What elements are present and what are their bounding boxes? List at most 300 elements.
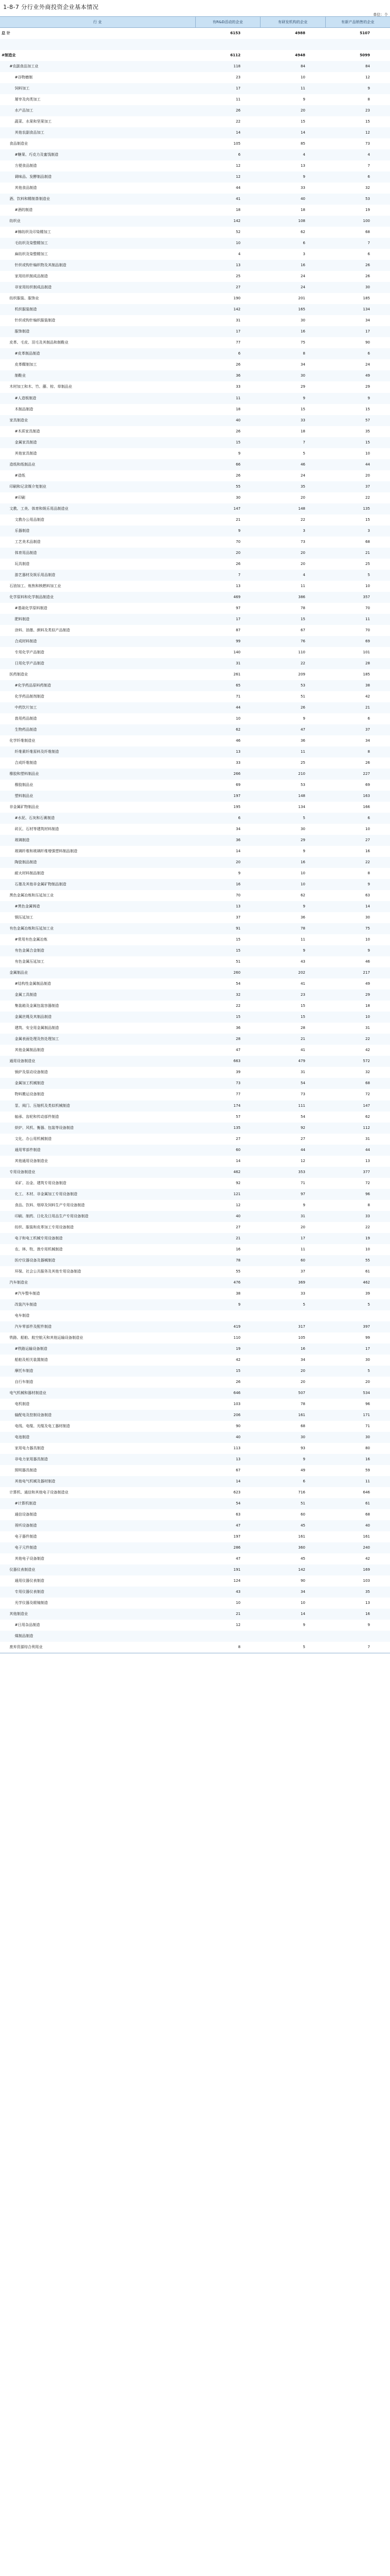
industry-name: 化学纤维制造业 bbox=[9, 738, 35, 743]
rd-institution-count: 4 bbox=[303, 572, 305, 577]
table-row bbox=[0, 603, 390, 614]
rd-activity-count: 20 bbox=[236, 860, 241, 865]
new-product-sales-count: 15 bbox=[365, 119, 370, 124]
new-product-sales-count: 90 bbox=[365, 340, 370, 345]
rd-activity-count: 16 bbox=[236, 1247, 241, 1251]
rd-activity-count: 78 bbox=[236, 1258, 241, 1262]
new-product-sales-count: 8 bbox=[367, 750, 370, 754]
new-product-sales-count: 40 bbox=[365, 1523, 370, 1528]
new-product-sales-count: 15 bbox=[365, 440, 370, 445]
rd-institution-count: 9 bbox=[303, 97, 305, 102]
table-row bbox=[0, 1487, 390, 1498]
new-product-sales-count: 16 bbox=[365, 1457, 370, 1461]
rd-activity-count: 52 bbox=[236, 230, 241, 235]
new-product-sales-count: 217 bbox=[363, 971, 370, 975]
rd-activity-count: 206 bbox=[233, 1412, 241, 1417]
rd-activity-count: 36 bbox=[236, 838, 241, 843]
table-row bbox=[0, 713, 390, 724]
rd-activity-count: 71 bbox=[236, 694, 241, 699]
new-product-sales-count: 11 bbox=[365, 617, 370, 621]
industry-name: 砖瓦、石材等建筑材料制造 bbox=[15, 827, 59, 832]
rd-activity-count: 4 bbox=[238, 252, 241, 257]
rd-activity-count: 65 bbox=[236, 683, 241, 688]
table-row bbox=[0, 1509, 390, 1520]
rd-activity-count: 77 bbox=[236, 340, 241, 345]
industry-name: 黑色金属冶炼和压延加工业 bbox=[9, 893, 54, 898]
new-product-sales-count: 135 bbox=[363, 506, 370, 511]
rd-institution-count: 31 bbox=[301, 1214, 305, 1218]
rd-institution-count: 60 bbox=[301, 1258, 305, 1262]
industry-name: 化学药品制剂制造 bbox=[15, 694, 44, 699]
table-row bbox=[0, 492, 390, 503]
industry-name: 金属加工机械制造 bbox=[15, 1081, 44, 1086]
new-product-sales-count: 6 bbox=[367, 175, 370, 179]
industry-name: 麻纺织及染整精加工 bbox=[15, 252, 48, 257]
industry-name: 电池制造 bbox=[15, 1435, 29, 1439]
rd-activity-count: 261 bbox=[233, 672, 241, 676]
table-row bbox=[0, 780, 390, 791]
new-product-sales-count: 7 bbox=[367, 241, 370, 246]
industry-name: #计算机制造 bbox=[15, 1501, 36, 1506]
industry-name: 塑料制品业 bbox=[15, 794, 33, 799]
industry-name: #糖果、巧克力及蜜饯制造 bbox=[15, 153, 58, 157]
rd-activity-count: 462 bbox=[233, 1169, 241, 1174]
rd-activity-count: 174 bbox=[233, 1103, 241, 1108]
new-product-sales-count: 12 bbox=[365, 130, 370, 135]
new-product-sales-count: 8 bbox=[367, 1203, 370, 1207]
industry-name: 制鞋业 bbox=[15, 373, 26, 378]
rd-activity-count: 62 bbox=[236, 727, 241, 732]
rd-activity-count: 40 bbox=[236, 1435, 241, 1439]
industry-name bbox=[0, 39, 196, 50]
rd-activity-count: 12 bbox=[236, 1623, 241, 1628]
table-row bbox=[0, 1476, 390, 1487]
rd-institution-count: 11 bbox=[301, 86, 305, 91]
industry-name: 其他食品制造 bbox=[15, 186, 37, 190]
rd-institution-count: 33 bbox=[301, 418, 305, 422]
rd-activity-count: 10 bbox=[236, 241, 241, 246]
table-row bbox=[0, 923, 390, 934]
page-title: 1-8-7 分行业外商投资企业基本情况 bbox=[3, 4, 99, 11]
table-row bbox=[0, 978, 390, 989]
rd-institution-count: 71 bbox=[301, 1180, 305, 1185]
table-row bbox=[0, 404, 390, 415]
table-row bbox=[0, 315, 390, 326]
new-product-sales-count: 11 bbox=[365, 1479, 370, 1484]
industry-name: 酒、饮料和精制茶制造业 bbox=[9, 197, 50, 201]
industry-name: 家用纺织制成品制造 bbox=[15, 274, 48, 279]
table-row bbox=[0, 271, 390, 282]
industry-name: 废弃资源综合利用业 bbox=[9, 1645, 43, 1650]
new-product-sales-count: 163 bbox=[363, 794, 370, 799]
new-product-sales-count: 24 bbox=[365, 362, 370, 367]
table-row bbox=[0, 227, 390, 238]
rd-institution-count: 53 bbox=[301, 783, 305, 787]
rd-institution-count: 15 bbox=[301, 1004, 305, 1008]
rd-activity-count: 54 bbox=[236, 1501, 241, 1506]
rd-activity-count: 469 bbox=[233, 594, 241, 599]
new-product-sales-count: 8 bbox=[367, 871, 370, 876]
new-product-sales-count: 39 bbox=[365, 1291, 370, 1296]
rd-activity-count: 26 bbox=[236, 1379, 241, 1384]
rd-activity-count: 46 bbox=[236, 738, 241, 743]
rd-institution-count bbox=[261, 1631, 325, 1642]
industry-name: 集装箱及金属包装容器制造 bbox=[15, 1004, 59, 1008]
rd-activity-count: 6 bbox=[238, 153, 241, 157]
rd-activity-count: 26 bbox=[236, 473, 241, 478]
table-row bbox=[0, 1266, 390, 1277]
rd-activity-count: 40 bbox=[236, 1214, 241, 1218]
rd-institution-count: 111 bbox=[298, 1103, 305, 1108]
rd-institution-count: 37 bbox=[301, 1269, 305, 1274]
industry-name: 金属丝绳及其制品制造 bbox=[15, 1015, 52, 1019]
rd-institution-count: 28 bbox=[301, 1026, 305, 1031]
rd-activity-count: 87 bbox=[236, 628, 241, 632]
table-row bbox=[0, 83, 390, 94]
rd-institution-count: 21 bbox=[301, 1037, 305, 1042]
rd-activity-count: 17 bbox=[236, 617, 241, 621]
rd-activity-count: 10 bbox=[236, 1601, 241, 1605]
table-row bbox=[0, 1178, 390, 1189]
new-product-sales-count: 10 bbox=[365, 451, 370, 456]
new-product-sales-count: 5 bbox=[367, 1302, 370, 1307]
new-product-sales-count: 185 bbox=[363, 672, 370, 676]
rd-activity-count: 6153 bbox=[230, 31, 241, 35]
table-row bbox=[0, 1288, 390, 1299]
rd-activity-count: 197 bbox=[233, 794, 241, 799]
rd-activity-count: 13 bbox=[236, 750, 241, 754]
rd-institution-count: 78 bbox=[301, 1401, 305, 1406]
table-row bbox=[0, 1542, 390, 1553]
rd-activity-count: 44 bbox=[236, 186, 241, 190]
table-row bbox=[0, 757, 390, 769]
rd-institution-count: 43 bbox=[301, 959, 305, 964]
table-row bbox=[0, 337, 390, 348]
rd-institution-count: 68 bbox=[301, 1423, 305, 1428]
new-product-sales-count: 30 bbox=[365, 915, 370, 920]
rd-institution-count: 62 bbox=[301, 893, 305, 898]
rd-institution-count: 6 bbox=[303, 241, 305, 246]
industry-name: 日用化学产品制造 bbox=[15, 661, 44, 665]
table-row bbox=[0, 669, 390, 680]
industry-name: 家用电力器具制造 bbox=[15, 1446, 44, 1450]
industry-name: #制造业 bbox=[2, 53, 16, 58]
new-product-sales-count: 31 bbox=[365, 1026, 370, 1031]
industry-name: 自行车制造 bbox=[15, 1379, 33, 1384]
rd-institution-count: 9 bbox=[303, 1457, 305, 1461]
table-row bbox=[0, 1012, 390, 1023]
table-row bbox=[0, 956, 390, 967]
industry-name: 乐器制造 bbox=[15, 528, 29, 533]
rd-institution-count: 142 bbox=[298, 1568, 305, 1572]
table-row bbox=[0, 393, 390, 404]
rd-institution-count: 165 bbox=[298, 307, 305, 312]
table-row bbox=[0, 1609, 390, 1620]
rd-activity-count: 23 bbox=[236, 75, 241, 80]
industry-name: #汽车整车制造 bbox=[15, 1291, 40, 1296]
rd-institution-count: 9 bbox=[303, 175, 305, 179]
rd-institution-count: 97 bbox=[301, 1191, 305, 1196]
table-row bbox=[0, 1587, 390, 1598]
rd-activity-count: 69 bbox=[236, 783, 241, 787]
new-product-sales-count bbox=[325, 1310, 390, 1321]
new-product-sales-count: 31 bbox=[365, 1136, 370, 1141]
new-product-sales-count: 68 bbox=[365, 539, 370, 544]
table-row bbox=[0, 735, 390, 746]
table-row bbox=[0, 570, 390, 581]
rd-institution-count: 11 bbox=[301, 1247, 305, 1251]
industry-name: 印刷、制药、日化及日用品生产专用设备制造 bbox=[15, 1214, 88, 1218]
table-row bbox=[0, 1399, 390, 1410]
rd-activity-count: 9 bbox=[238, 1302, 241, 1307]
new-product-sales-count: 9 bbox=[367, 86, 370, 91]
table-row bbox=[0, 647, 390, 658]
industry-name: 其他电子设备制造 bbox=[15, 1557, 44, 1561]
rd-activity-count: 11 bbox=[236, 396, 241, 400]
industry-name: #造纸 bbox=[15, 473, 25, 478]
new-product-sales-count: 227 bbox=[363, 772, 370, 776]
table-row bbox=[0, 691, 390, 702]
industry-name: 环保、社会公共服务及其他专用设备制造 bbox=[15, 1269, 81, 1274]
table-row bbox=[0, 846, 390, 857]
rd-activity-count: 34 bbox=[236, 827, 241, 832]
rd-activity-count: 7 bbox=[238, 572, 241, 577]
new-product-sales-count: 73 bbox=[365, 142, 370, 146]
new-product-sales-count: 69 bbox=[365, 639, 370, 643]
table-row bbox=[0, 769, 390, 780]
industry-name: 生物药品制造 bbox=[15, 727, 37, 732]
rd-activity-count: 110 bbox=[233, 1335, 241, 1340]
new-product-sales-count: 99 bbox=[365, 1335, 370, 1340]
industry-name: 煤制品制造 bbox=[15, 1634, 33, 1639]
rd-institution-count: 24 bbox=[301, 473, 305, 478]
rd-activity-count: 63 bbox=[236, 1512, 241, 1517]
rd-activity-count: 26 bbox=[236, 429, 241, 433]
new-product-sales-count: 6 bbox=[367, 351, 370, 356]
new-product-sales-count: 10 bbox=[365, 827, 370, 832]
new-product-sales-count: 12 bbox=[365, 75, 370, 80]
rd-institution-count: 18 bbox=[301, 429, 305, 433]
industry-name: 皮革鞣制加工 bbox=[15, 362, 37, 367]
rd-institution-count: 30 bbox=[301, 373, 305, 378]
industry-name: 游艺器材及娱乐用品制造 bbox=[15, 572, 55, 577]
rd-institution-count: 34 bbox=[301, 1590, 305, 1594]
industry-name: 服饰制造 bbox=[15, 329, 29, 334]
new-product-sales-count: 84 bbox=[365, 64, 370, 69]
table-row bbox=[0, 448, 390, 459]
rd-activity-count: 44 bbox=[236, 705, 241, 710]
industry-name: 通用设备制造业 bbox=[9, 1059, 35, 1064]
new-product-sales-count: 35 bbox=[365, 1590, 370, 1594]
rd-institution-count: 507 bbox=[298, 1390, 305, 1395]
header-rd-institution: 有研发机构的企业 bbox=[261, 17, 326, 27]
industry-name: 造纸和纸制品业 bbox=[9, 462, 35, 467]
rd-institution-count: 51 bbox=[301, 694, 305, 699]
table-row bbox=[0, 359, 390, 370]
new-product-sales-count: 55 bbox=[365, 1258, 370, 1262]
rd-institution-count: 16 bbox=[301, 1346, 305, 1351]
rd-institution-count: 78 bbox=[301, 605, 305, 610]
new-product-sales-count: 29 bbox=[365, 385, 370, 389]
new-product-sales-count: 80 bbox=[365, 1446, 370, 1450]
industry-name: 输配电及控制设备制造 bbox=[15, 1412, 52, 1417]
rd-institution-count: 360 bbox=[298, 1545, 305, 1550]
new-product-sales-count: 10 bbox=[365, 583, 370, 588]
rd-activity-count: 16 bbox=[236, 882, 241, 887]
table-row bbox=[0, 548, 390, 559]
rd-institution-count: 6 bbox=[303, 1479, 305, 1484]
rd-activity-count: 47 bbox=[236, 1557, 241, 1561]
industry-name: 石墨及其他非金属矿物制品制造 bbox=[15, 882, 66, 887]
industry-name: 玻璃制造 bbox=[15, 838, 29, 843]
industry-name: 照明器具制造 bbox=[15, 1468, 37, 1473]
rd-activity-count: 28 bbox=[236, 1037, 241, 1042]
table-row bbox=[0, 1310, 390, 1321]
industry-name: 通信设备制造 bbox=[15, 1512, 37, 1517]
table-row bbox=[0, 1343, 390, 1355]
table-row bbox=[0, 326, 390, 337]
rd-institution-count: 75 bbox=[301, 340, 305, 345]
industry-name: 文教、工美、体育和娱乐用品制造业 bbox=[9, 506, 68, 511]
rd-institution-count: 9 bbox=[303, 904, 305, 909]
new-product-sales-count: 29 bbox=[365, 993, 370, 997]
rd-institution-count: 41 bbox=[301, 982, 305, 986]
rd-institution-count: 9 bbox=[303, 396, 305, 400]
industry-name: 皮革、毛皮、羽毛及其制品和制鞋业 bbox=[9, 340, 68, 345]
table-row bbox=[0, 1200, 390, 1211]
rd-institution-count: 17 bbox=[301, 1236, 305, 1240]
rd-institution-count: 5 bbox=[303, 816, 305, 821]
rd-activity-count: 27 bbox=[236, 285, 241, 290]
table-row bbox=[0, 879, 390, 890]
rd-institution-count: 30 bbox=[301, 827, 305, 832]
new-product-sales-count: 35 bbox=[365, 429, 370, 433]
table-row bbox=[0, 194, 390, 205]
table-row bbox=[0, 1421, 390, 1432]
rd-activity-count: 6112 bbox=[230, 53, 241, 58]
industry-name: 非电力家用器具制造 bbox=[15, 1457, 48, 1461]
rd-activity-count: 60 bbox=[236, 1147, 241, 1152]
rd-institution-count: 20 bbox=[301, 1368, 305, 1373]
rd-activity-count: 17 bbox=[236, 329, 241, 334]
industry-name: 仪器仪表制造业 bbox=[9, 1568, 35, 1572]
rd-institution-count: 9 bbox=[303, 1623, 305, 1628]
new-product-sales-count: 19 bbox=[365, 1236, 370, 1240]
table-row bbox=[0, 437, 390, 448]
rd-activity-count: 13 bbox=[236, 1457, 241, 1461]
table-row bbox=[0, 1520, 390, 1531]
industry-name: 专用仪器仪表制造 bbox=[15, 1590, 44, 1594]
table-row bbox=[0, 1531, 390, 1542]
industry-name: 玻璃纤维和玻璃纤维增强塑料制品制造 bbox=[15, 849, 77, 854]
rd-activity-count: 43 bbox=[236, 1590, 241, 1594]
rd-activity-count: 57 bbox=[236, 1114, 241, 1119]
rd-institution-count: 92 bbox=[301, 1125, 305, 1130]
rd-institution-count: 34 bbox=[301, 1357, 305, 1362]
new-product-sales-count: 30 bbox=[365, 1357, 370, 1362]
rd-activity-count: 37 bbox=[236, 915, 241, 920]
table-row bbox=[0, 1332, 390, 1343]
table-body bbox=[0, 28, 390, 1653]
industry-name: 纤维素纤维原料及纤维制造 bbox=[15, 750, 59, 754]
table-row bbox=[0, 724, 390, 735]
rd-activity-count: 51 bbox=[236, 959, 241, 964]
industry-name: 摩托车制造 bbox=[15, 1368, 33, 1373]
rd-institution-count: 16 bbox=[301, 329, 305, 334]
table-row bbox=[0, 1277, 390, 1288]
table-row bbox=[0, 614, 390, 625]
rd-institution-count: 20 bbox=[301, 495, 305, 500]
industry-name: 农、林、牧、渔专用机械制造 bbox=[15, 1247, 63, 1251]
new-product-sales-count: 10 bbox=[365, 1015, 370, 1019]
industry-name: 钢压延加工 bbox=[15, 915, 33, 920]
new-product-sales-count: 30 bbox=[365, 1435, 370, 1439]
new-product-sales-count: 22 bbox=[365, 1037, 370, 1042]
industry-name: #基础化学原料制造 bbox=[15, 605, 47, 610]
rd-institution-count: 53 bbox=[301, 683, 305, 688]
new-product-sales-count: 37 bbox=[365, 727, 370, 732]
rd-institution-count: 9 bbox=[303, 849, 305, 854]
table-row bbox=[0, 138, 390, 149]
industry-name: 汽车零部件及配件制造 bbox=[15, 1324, 52, 1329]
new-product-sales-count: 112 bbox=[363, 1125, 370, 1130]
rd-institution-count: 134 bbox=[298, 805, 305, 810]
new-product-sales-count: 18 bbox=[365, 1004, 370, 1008]
new-product-sales-count: 240 bbox=[363, 1545, 370, 1550]
rd-activity-count: 195 bbox=[233, 805, 241, 810]
table-row bbox=[0, 559, 390, 570]
new-product-sales-count: 17 bbox=[365, 329, 370, 334]
rd-institution-count bbox=[261, 1310, 325, 1321]
industry-name: 蔬菜、水果和坚果加工 bbox=[15, 119, 52, 124]
table-row bbox=[0, 481, 390, 492]
rd-activity-count bbox=[196, 1310, 261, 1321]
table-row bbox=[0, 901, 390, 912]
table-row bbox=[0, 1388, 390, 1399]
rd-activity-count: 6 bbox=[238, 816, 241, 821]
rd-institution-count: 67 bbox=[301, 628, 305, 632]
industry-name: 锅炉及原动设备制造 bbox=[15, 1070, 48, 1075]
header-rd-activity: 有R&D活动的企业 bbox=[196, 17, 261, 27]
table-row bbox=[0, 1211, 390, 1222]
new-product-sales-count: 397 bbox=[363, 1324, 370, 1329]
industry-name: #木质家具制造 bbox=[15, 429, 40, 433]
table-row bbox=[0, 945, 390, 956]
industry-name: 有色金属冶炼和压延加工业 bbox=[9, 926, 54, 931]
rd-institution-count: 14 bbox=[301, 1612, 305, 1617]
rd-activity-count: 47 bbox=[236, 1523, 241, 1528]
new-product-sales-count: 534 bbox=[363, 1390, 370, 1395]
rd-institution-count: 5 bbox=[303, 1645, 305, 1650]
table-row bbox=[0, 746, 390, 757]
rd-institution-count: 46 bbox=[301, 462, 305, 467]
rd-activity-count: 419 bbox=[233, 1324, 241, 1329]
new-product-sales-count: 5107 bbox=[359, 31, 370, 35]
industry-name: 电子元件制造 bbox=[15, 1545, 37, 1550]
rd-institution-count: 22 bbox=[301, 661, 305, 665]
new-product-sales-count: 22 bbox=[365, 1225, 370, 1229]
rd-institution-count: 210 bbox=[298, 772, 305, 776]
rd-institution-count: 8 bbox=[303, 351, 305, 356]
new-product-sales-count: 20 bbox=[365, 473, 370, 478]
new-product-sales-count: 42 bbox=[365, 1557, 370, 1561]
table-row bbox=[0, 160, 390, 171]
industry-name: 通用零部件制造 bbox=[15, 1147, 41, 1152]
table-row bbox=[0, 1598, 390, 1609]
industry-name: #谷物磨制 bbox=[15, 75, 33, 80]
industry-name: 通用仪器仪表制造 bbox=[15, 1579, 44, 1583]
rd-institution-count: 4948 bbox=[295, 53, 305, 58]
